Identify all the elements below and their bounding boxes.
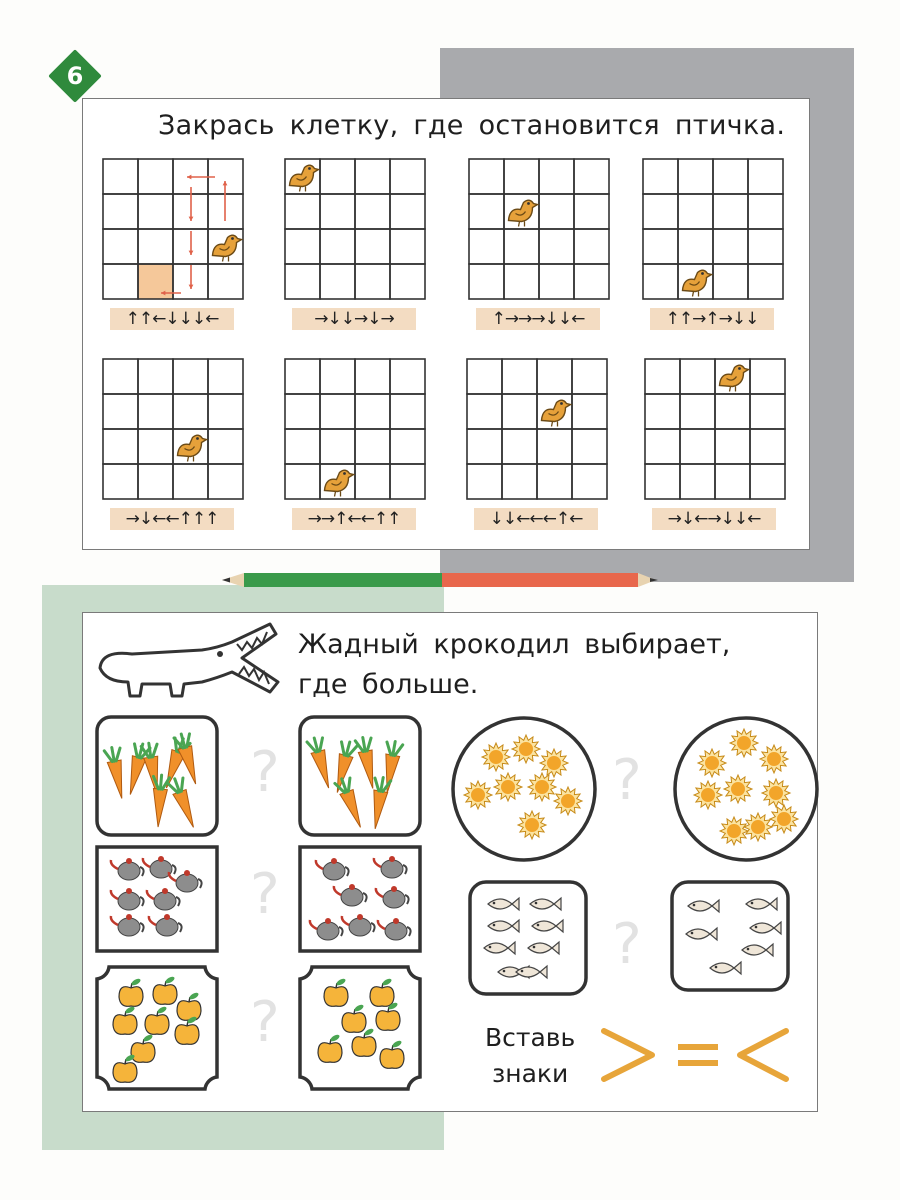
fish-right-picture[interactable] (670, 880, 790, 992)
grid-cell[interactable] (285, 464, 320, 499)
grid-cell[interactable] (285, 194, 320, 229)
insert-line1: Вставь (485, 1023, 576, 1052)
crocodile-title-line2: где больше. (298, 669, 479, 700)
grid-cell[interactable] (355, 429, 390, 464)
grid-cell[interactable] (320, 229, 355, 264)
grid-cell[interactable] (537, 429, 572, 464)
grid-cell[interactable] (502, 429, 537, 464)
grid-cell[interactable] (208, 429, 243, 464)
question-mark: ? (250, 990, 280, 1055)
grid-cell[interactable] (467, 359, 502, 394)
bird-icon (683, 270, 712, 296)
crocodile-icon (92, 620, 282, 710)
grid-cell[interactable] (643, 194, 678, 229)
grid-cell[interactable] (103, 264, 138, 299)
bird-icon (290, 165, 319, 191)
grid-cell[interactable] (138, 429, 173, 464)
grid-cell[interactable] (504, 159, 539, 194)
grid-cell[interactable] (103, 359, 138, 394)
grid-cell[interactable] (574, 159, 609, 194)
grid-cell[interactable] (138, 359, 173, 394)
grid-cell[interactable] (285, 264, 320, 299)
grid-cell[interactable] (390, 229, 425, 264)
suns-right-picture[interactable] (672, 715, 820, 863)
grid-cell[interactable] (355, 464, 390, 499)
grid-cell[interactable] (208, 359, 243, 394)
greater-sign-icon (604, 1031, 652, 1079)
question-mark: ? (612, 748, 642, 813)
grid-cell[interactable] (713, 229, 748, 264)
insert-line2: знаки (491, 1059, 569, 1088)
teapots-left-picture[interactable] (95, 845, 219, 953)
grid-cell[interactable] (469, 194, 504, 229)
grid-cell[interactable] (320, 264, 355, 299)
grid-cell[interactable] (103, 194, 138, 229)
bird-icon (325, 470, 354, 496)
grid-cell[interactable] (320, 394, 355, 429)
grid-cell[interactable] (645, 464, 680, 499)
grid-cell[interactable] (574, 194, 609, 229)
grid-cell[interactable] (390, 464, 425, 499)
grid-cell[interactable] (572, 394, 607, 429)
grid-cell[interactable] (750, 359, 785, 394)
grid-cell[interactable] (208, 264, 243, 299)
grid-cell[interactable] (680, 429, 715, 464)
grid-cell[interactable] (645, 429, 680, 464)
grid-cell[interactable] (572, 429, 607, 464)
direction-sequence: ↓↓←←←↑← (474, 508, 598, 530)
grid-cell[interactable] (748, 159, 783, 194)
bird-grid (466, 358, 608, 500)
insert-signs-hint (485, 1020, 575, 1092)
grid-cell[interactable] (539, 264, 574, 299)
crocodile-title-line1: Жадный крокодил выбирает, (298, 629, 731, 660)
grid-cell[interactable] (173, 359, 208, 394)
grid-cell[interactable] (173, 394, 208, 429)
equal-sign-icon (678, 1047, 718, 1063)
bird-grid (284, 358, 426, 500)
grid-cell[interactable] (138, 394, 173, 429)
grid-cell[interactable] (469, 229, 504, 264)
grid-cell[interactable] (750, 464, 785, 499)
question-mark: ? (250, 740, 280, 805)
bird-icon (542, 400, 571, 426)
grid-cell[interactable] (715, 429, 750, 464)
grid-cell[interactable] (469, 159, 504, 194)
grid-cell[interactable] (390, 264, 425, 299)
grid-cell[interactable] (285, 394, 320, 429)
question-mark: ? (250, 862, 280, 927)
grid-cell[interactable] (537, 359, 572, 394)
grid-cell[interactable] (390, 159, 425, 194)
direction-sequence: →→↑←←↑↑ (292, 508, 416, 530)
comparison-signs (600, 1025, 790, 1085)
grid-cell[interactable] (502, 464, 537, 499)
grid-cell[interactable] (678, 159, 713, 194)
grid-cell[interactable] (680, 464, 715, 499)
bird-grid (284, 158, 426, 300)
grid-cell[interactable] (390, 194, 425, 229)
grid-cell[interactable] (285, 429, 320, 464)
grid-cell[interactable] (539, 229, 574, 264)
grid-cell[interactable] (208, 464, 243, 499)
direction-sequence: ↑↑→↑→↓↓ (650, 308, 774, 330)
grid-cell[interactable] (748, 194, 783, 229)
grid-cell[interactable] (713, 194, 748, 229)
grid-cell[interactable] (678, 229, 713, 264)
grid-cell[interactable] (678, 194, 713, 229)
apples-left-picture[interactable] (95, 965, 219, 1091)
grid-cell[interactable] (680, 394, 715, 429)
grid-cell[interactable] (173, 464, 208, 499)
grid-cell[interactable] (355, 359, 390, 394)
grid-cell[interactable] (467, 464, 502, 499)
pencil-divider-icon (222, 570, 662, 590)
grid-cell[interactable] (320, 159, 355, 194)
bird-grid (642, 158, 784, 300)
grid-cell[interactable] (103, 429, 138, 464)
grid-cell[interactable] (355, 229, 390, 264)
bird-task-title: Закрась клетку, где остановится птичка. (158, 110, 786, 141)
grid-cell[interactable] (355, 394, 390, 429)
suns-left-picture[interactable] (450, 715, 598, 863)
page-number: 6 (66, 62, 84, 90)
grid-cell[interactable] (355, 264, 390, 299)
grid-cell[interactable] (390, 359, 425, 394)
crocodile-task-title (298, 625, 730, 705)
bird-icon (720, 365, 749, 391)
direction-sequence: →↓←→↓↓← (652, 508, 776, 530)
direction-sequence: →↓↓→↓→ (292, 308, 416, 330)
grid-cell[interactable] (103, 394, 138, 429)
grid-cell[interactable] (750, 429, 785, 464)
grid-cell[interactable] (320, 429, 355, 464)
grid-cell[interactable] (750, 394, 785, 429)
grid-cell[interactable] (680, 359, 715, 394)
grid-cell[interactable] (285, 359, 320, 394)
carrots-right-picture[interactable] (298, 715, 422, 837)
grid-cell[interactable] (138, 194, 173, 229)
direction-sequence: →↓←←↑↑↑ (110, 508, 234, 530)
grid-cell[interactable] (748, 229, 783, 264)
grid-cell[interactable] (504, 264, 539, 299)
grid-cell[interactable] (502, 359, 537, 394)
grid-cell[interactable] (748, 264, 783, 299)
grid-cell[interactable] (467, 429, 502, 464)
grid-cell[interactable] (504, 229, 539, 264)
grid-cell[interactable] (138, 464, 173, 499)
grid-cell[interactable] (572, 464, 607, 499)
grid-cell[interactable] (355, 159, 390, 194)
bird-icon (213, 235, 242, 261)
carrots-left-picture[interactable] (95, 715, 219, 837)
fish-left-picture[interactable] (468, 880, 588, 996)
grid-cell[interactable] (713, 264, 748, 299)
grid-cell[interactable] (645, 394, 680, 429)
question-mark: ? (612, 912, 642, 977)
grid-cell[interactable] (539, 159, 574, 194)
grid-cell[interactable] (713, 159, 748, 194)
bird-grid (468, 158, 610, 300)
grid-cell[interactable] (537, 464, 572, 499)
teapots-right-picture[interactable] (298, 845, 422, 953)
grid-cell[interactable] (502, 394, 537, 429)
grid-cell[interactable] (320, 359, 355, 394)
bird-icon (178, 435, 207, 461)
grid-cell[interactable] (643, 264, 678, 299)
grid-cell[interactable] (138, 159, 173, 194)
grid-cell[interactable] (574, 264, 609, 299)
grid-cell[interactable] (572, 359, 607, 394)
grid-cell[interactable] (103, 464, 138, 499)
grid-cell[interactable] (103, 229, 138, 264)
grid-cell[interactable] (138, 229, 173, 264)
grid-cell[interactable] (320, 194, 355, 229)
less-sign-icon (740, 1031, 786, 1079)
grid-cell[interactable] (645, 359, 680, 394)
bird-icon (509, 200, 538, 226)
grid-cell[interactable] (355, 194, 390, 229)
grid-cell[interactable] (469, 264, 504, 299)
grid-cell[interactable] (715, 394, 750, 429)
bird-grid (102, 158, 244, 300)
grid-cell[interactable] (715, 464, 750, 499)
direction-sequence: ↑↑←↓↓↓← (110, 308, 234, 330)
bird-grid (644, 358, 786, 500)
grid-cell[interactable] (208, 394, 243, 429)
grid-cell[interactable] (390, 394, 425, 429)
bird-grid (102, 358, 244, 500)
grid-cell[interactable] (103, 159, 138, 194)
grid-cell[interactable] (643, 159, 678, 194)
direction-sequence: ↑→→→↓↓← (476, 308, 600, 330)
grid-cell[interactable] (390, 429, 425, 464)
apples-right-picture[interactable] (298, 965, 422, 1091)
grid-cell[interactable] (285, 229, 320, 264)
grid-cell[interactable] (574, 229, 609, 264)
grid-cell[interactable] (539, 194, 574, 229)
grid-cell[interactable] (643, 229, 678, 264)
grid-cell[interactable] (467, 394, 502, 429)
